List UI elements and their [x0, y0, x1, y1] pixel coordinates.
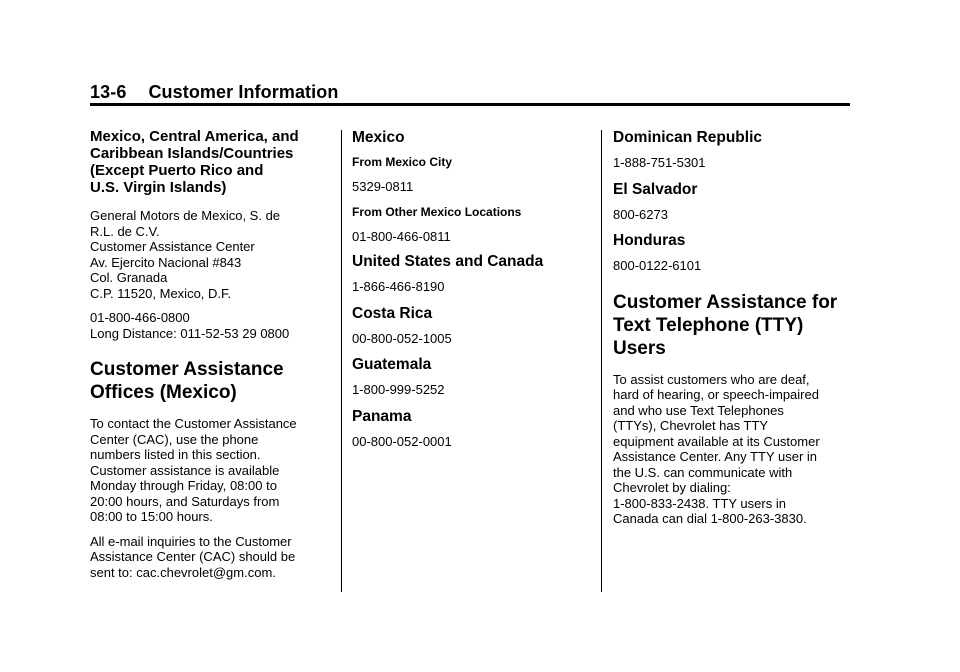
header-rule	[90, 103, 850, 106]
honduras-number: 800-0122-6101	[613, 258, 702, 273]
page-header	[90, 82, 338, 103]
other-mexico-locations-number: 01-800-466-0811	[352, 228, 451, 244]
tty-paragraph: To assist customers who are deaf, hard of hearing, or speech-impaired and who use Text Telephones (TTYs), Chevrolet has TTY equipment available at its Customer Assistance Center. Any TTY user in the U.S. can communicate with Chevrolet by dialing: 1-800-833-2438. TTY users in Canada can dial 1-800-263-3830.	[613, 371, 820, 526]
contact-paragraph: To contact the Customer Assistance Center (CAC), use the phone numbers listed in this section. Customer assistance is available Monday through Friday, 08:00 to 20:00 hours, and Saturdays from 08:00 to 15:00 hours.	[90, 416, 297, 524]
us-canada-number: 1-866-466-8190	[352, 279, 445, 294]
column-divider-1	[341, 130, 342, 592]
column-3	[613, 128, 853, 527]
honduras-heading: Honduras	[613, 232, 686, 249]
tty-heading: Customer Assistance for Text Telephone (TTY) Users	[613, 291, 838, 359]
dominican-republic-number: 1-888-751-5301	[613, 155, 706, 170]
page-number: 13-6	[90, 82, 127, 102]
column-divider-2	[601, 130, 602, 592]
from-mexico-city-label: From Mexico City	[352, 155, 453, 169]
guatemala-heading: Guatemala	[352, 356, 432, 373]
el-salvador-heading: El Salvador	[613, 180, 698, 198]
costa-rica-heading: Costa Rica	[352, 304, 433, 322]
guatemala-number: 1-800-999-5252	[352, 382, 445, 397]
mexico-phone-numbers: 01-800-466-0800 Long Distance: 011-52-53 29 0800	[90, 310, 290, 341]
column-1	[90, 128, 332, 580]
panama-number: 00-800-052-0001	[352, 433, 452, 449]
el-salvador-number: 800-6273	[613, 206, 668, 222]
other-mexico-locations-label: From Other Mexico Locations	[352, 204, 522, 219]
mexico-heading: Mexico	[352, 129, 405, 146]
email-paragraph: All e-mail inquiries to the Customer Assistance Center (CAC) should be sent to: cac.chevrolet@gm.com.	[90, 533, 296, 580]
mexico-central-america-heading: Mexico, Central America, and Caribbean Islands/Countries (Except Puerto Rico and U.S. Virgin Islands)	[90, 128, 299, 196]
mexico-city-number: 5329-0811	[352, 179, 414, 194]
dominican-republic-heading: Dominican Republic	[613, 129, 762, 146]
customer-assistance-offices-heading: Customer Assistance Offices (Mexico)	[90, 359, 284, 403]
page-title: Customer Information	[148, 82, 339, 102]
column-2	[352, 128, 590, 449]
costa-rica-number: 00-800-052-1005	[352, 330, 452, 346]
gm-mexico-address: General Motors de Mexico, S. de R.L. de C.V. Customer Assistance Center Av. Ejercito Nacional #843 Col. Granada C.P. 11520, Mexico, D.F.	[90, 208, 281, 301]
panama-heading: Panama	[352, 407, 412, 425]
us-canada-heading: United States and Canada	[352, 253, 544, 270]
